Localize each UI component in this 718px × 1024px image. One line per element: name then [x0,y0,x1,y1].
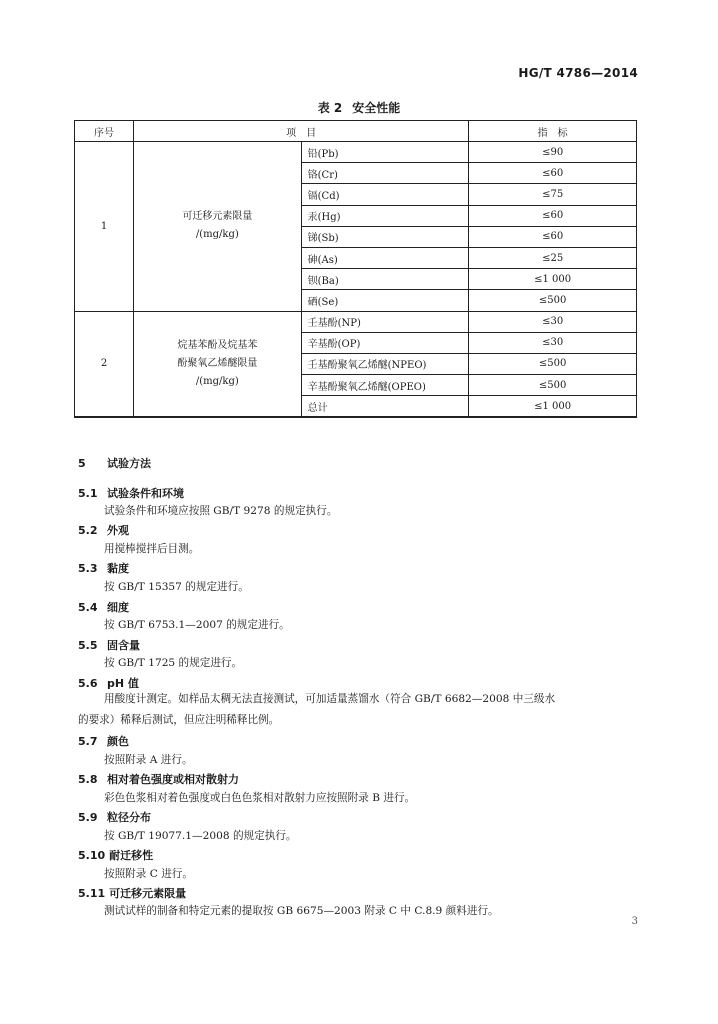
safety-performance-table [74,120,637,418]
section-heading [78,885,186,901]
table-caption [0,99,718,116]
section-number: 5.11 [78,887,106,900]
sub-item: 汞(Hg) [301,205,469,226]
limit-value: ≤500 [469,290,637,311]
section-number: 5.8 [78,773,98,786]
section-heading [78,637,140,653]
limit-value: ≤30 [469,311,637,332]
item-category [134,311,302,417]
item-category [134,142,302,312]
section-heading [78,771,239,787]
sub-item: 镉(Cd) [301,184,469,205]
section-title: 耐迁移性 [109,849,154,862]
section-heading [78,522,129,538]
sub-item: 壬基酚聚氧乙烯醚(NPEO) [301,353,469,374]
limit-value: ≤25 [469,247,637,268]
limit-value: ≤60 [469,205,637,226]
column-header-no: 序号 [75,121,134,142]
limit-value: ≤90 [469,142,637,163]
section-heading [78,485,184,501]
section-text: 用搅棒搅拌后目测。 [104,543,200,555]
limit-value: ≤500 [469,375,637,396]
section-title: 颜色 [107,735,129,748]
section-text-line: 用酸度计测定。如样品太稠无法直接测试，可加适量蒸馏水（符合 GB/T 6682—2008 中三级水 [104,693,556,705]
sub-item: 总计 [301,396,469,418]
sub-item: 锑(Sb) [301,226,469,247]
sub-item: 硒(Se) [301,290,469,311]
page-number: 3 [631,916,638,927]
row-number: 1 [75,142,134,312]
section-heading [78,560,129,576]
section-text: 按 GB/T 1725 的规定进行。 [104,657,243,669]
section-number: 5.1 [78,487,98,500]
section-title: 试验条件和环境 [107,487,184,500]
section-text-line: 的要求）稀释后测试，但应注明稀释比例。 [78,714,280,726]
section-number: 5.2 [78,524,98,537]
section-title: 可迁移元素限量 [109,887,187,900]
sub-item: 钡(Ba) [301,269,469,290]
item-category-line: 酚聚氧乙烯醚限量 [177,357,258,369]
section-title: 相对着色强度或相对散射力 [107,773,239,786]
table-number: 表 2 [317,101,343,115]
limit-value: ≤60 [469,163,637,184]
table-header-row [75,121,637,142]
section-text: 彩色色浆相对着色强度或白色色浆相对散射力应按照附录 B 进行。 [104,792,416,804]
section-text: 试验条件和环境应按照 GB/T 9278 的规定执行。 [104,505,338,517]
section-title: 外观 [107,524,129,537]
limit-value: ≤500 [469,353,637,374]
section-text [78,689,636,731]
item-category-line: 可迁移元素限量 [182,211,253,223]
column-header-value: 指 标 [469,121,637,142]
sub-item: 壬基酚(NP) [301,311,469,332]
limit-value: ≤75 [469,184,637,205]
limit-value: ≤1 000 [469,269,637,290]
section-number: 5.6 [78,677,98,690]
section-title: 试验方法 [107,457,151,470]
table-row [75,311,637,332]
sub-item: 铅(Pb) [301,142,469,163]
row-number: 2 [75,311,134,417]
sub-item: 铬(Cr) [301,163,469,184]
section-title: 粒径分布 [107,811,151,824]
section-number: 5.3 [78,562,98,575]
section-heading [78,455,151,471]
section-heading [78,733,129,749]
section-number: 5.7 [78,735,98,748]
item-category-unit: /(mg/kg) [195,375,239,387]
section-title: pH 值 [107,677,139,690]
section-heading [78,809,151,825]
limit-value: ≤1 000 [469,396,637,418]
section-text: 按照附录 A 进行。 [104,754,193,766]
section-text: 测试试样的制备和特定元素的提取按 GB 6675—2003 附录 C 中 C.8.9 颜料进行。 [104,905,499,917]
limit-value: ≤60 [469,226,637,247]
sub-item: 辛基酚(OP) [301,332,469,353]
standard-code: HG/T 4786—2014 [518,66,638,80]
sub-item: 砷(As) [301,247,469,268]
column-header-item: 项 目 [134,121,469,142]
sub-item: 辛基酚聚氧乙烯醚(OPEO) [301,375,469,396]
section-text: 按 GB/T 15357 的规定进行。 [104,581,249,593]
section-title: 固含量 [107,639,140,652]
section-number: 5.4 [78,601,98,614]
table-title: 安全性能 [352,101,401,115]
item-category-unit: /(mg/kg) [195,229,239,241]
section-title: 细度 [107,601,129,614]
section-number: 5 [78,457,86,470]
section-heading [78,847,153,863]
section-heading [78,599,129,615]
section-number: 5.9 [78,811,98,824]
section-number: 5.5 [78,639,98,652]
table-row [75,142,637,163]
section-text: 按照附录 C 进行。 [104,868,193,880]
section-number: 5.10 [78,849,106,862]
section-text: 按 GB/T 6753.1—2007 的规定进行。 [104,619,290,631]
limit-value: ≤30 [469,332,637,353]
section-title: 黏度 [107,562,129,575]
section-text: 按 GB/T 19077.1—2008 的规定执行。 [104,830,297,842]
item-category-line: 烷基苯酚及烷基苯 [177,339,258,351]
